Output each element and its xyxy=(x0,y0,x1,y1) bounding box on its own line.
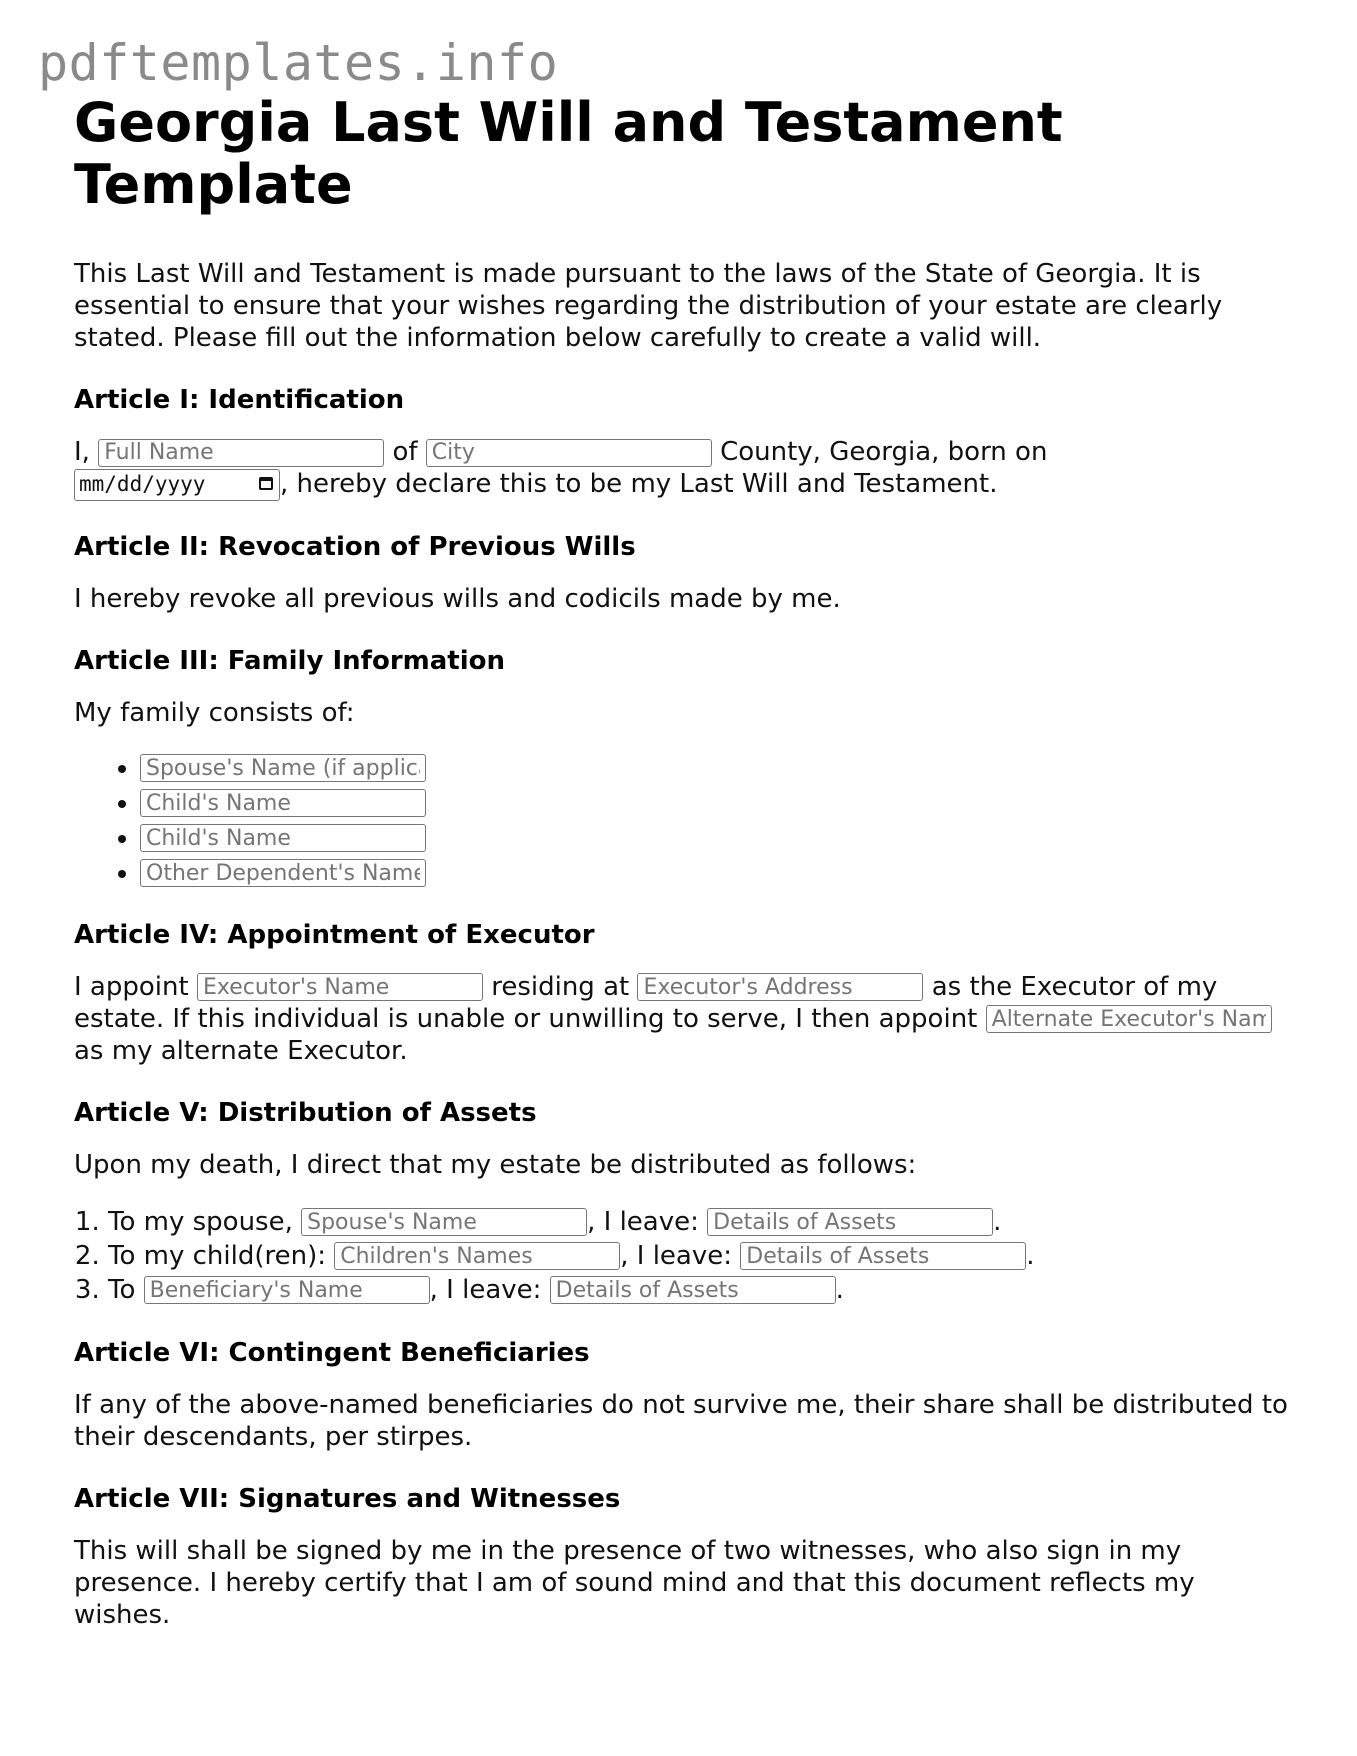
family-list-item xyxy=(140,788,1294,819)
child-name-input-2[interactable] xyxy=(140,824,426,852)
article-2-text: I hereby revoke all previous wills and codicils made by me. xyxy=(74,583,841,614)
article-3-text: My family consists of: xyxy=(74,697,355,728)
article-1-text xyxy=(74,436,1294,501)
family-list-item xyxy=(140,858,1294,889)
article-2-heading: Article II: Revocation of Previous Wills xyxy=(74,531,636,562)
distribution-end: . xyxy=(993,1206,1002,1237)
article-4-text-1: I appoint xyxy=(74,971,189,1002)
distribution-mid: , I leave: xyxy=(429,1274,542,1305)
article-7-heading: Article VII: Signatures and Witnesses xyxy=(74,1483,621,1514)
article-5-heading: Article V: Distribution of Assets xyxy=(74,1097,537,1128)
calendar-icon[interactable] xyxy=(259,477,273,490)
children-recipient-input[interactable] xyxy=(334,1242,620,1270)
alternate-executor-input[interactable] xyxy=(986,1005,1272,1033)
article-6-text: If any of the above-named beneficiaries do not survive me, their share shall be distributed to their descendants, per stirpes. xyxy=(74,1389,1288,1452)
distribution-item-3 xyxy=(108,1273,1294,1307)
article-4-heading: Article IV: Appointment of Executor xyxy=(74,919,595,950)
spouse-assets-input[interactable] xyxy=(707,1208,993,1236)
article-4-text-3: as the Executor of my estate. If this individual is unable or unwilling to serve, I then appoint xyxy=(74,971,1218,1034)
watermark: pdftemplates.info xyxy=(38,34,559,92)
article-4-text xyxy=(74,971,1294,1067)
children-assets-input[interactable] xyxy=(740,1242,1026,1270)
distribution-list xyxy=(74,1205,1294,1307)
family-list-item xyxy=(140,823,1294,854)
executor-name-input[interactable] xyxy=(197,973,483,1001)
distribution-mid: , I leave: xyxy=(587,1206,699,1237)
distribution-item-2 xyxy=(108,1239,1294,1273)
article-5-text: Upon my death, I direct that my estate be distributed as follows: xyxy=(74,1149,917,1180)
city-input[interactable] xyxy=(426,439,712,467)
distribution-prefix: To xyxy=(108,1274,136,1305)
article-1-text-3: County, Georgia, born on xyxy=(720,437,1048,467)
distribution-end: . xyxy=(835,1274,844,1305)
article-4-text-2: residing at xyxy=(491,971,630,1002)
article-4-text-4: as my alternate Executor. xyxy=(74,1035,408,1066)
article-3-heading: Article III: Family Information xyxy=(74,645,505,676)
distribution-prefix: To my spouse, xyxy=(108,1206,293,1237)
distribution-item-1 xyxy=(108,1205,1294,1239)
beneficiary-assets-input[interactable] xyxy=(550,1276,836,1304)
article-7-text: This will shall be signed by me in the presence of two witnesses, who also sign in my presence. I hereby certify that I am of sound mind and that this document reflects my wishes. xyxy=(74,1535,1195,1630)
distribution-mid: , I leave: xyxy=(620,1240,733,1271)
full-name-input[interactable] xyxy=(98,439,384,467)
child-name-input-1[interactable] xyxy=(140,789,426,817)
distribution-end: . xyxy=(1026,1240,1035,1271)
executor-address-input[interactable] xyxy=(637,973,923,1001)
article-1-text-2: of xyxy=(392,437,418,467)
family-list-item xyxy=(140,753,1294,784)
beneficiary-recipient-input[interactable] xyxy=(144,1276,430,1304)
article-1-heading: Article I: Identification xyxy=(74,385,405,415)
family-list xyxy=(74,753,1294,889)
birth-date-input[interactable] xyxy=(74,469,280,501)
page-title: Georgia Last Will and Testament Template xyxy=(74,91,1063,216)
article-1-text-1: I, xyxy=(74,437,90,467)
distribution-prefix: To my child(ren): xyxy=(108,1240,326,1271)
spouse-recipient-input[interactable] xyxy=(301,1208,587,1236)
intro-paragraph: This Last Will and Testament is made pursuant to the laws of the State of Georgia. It is essential to ensure that your wishes regarding the distribution of your estate are clearly stated. Please fill out the information below carefully to create a valid will. xyxy=(74,259,1223,353)
dependent-name-input[interactable] xyxy=(140,859,426,887)
document-body xyxy=(74,92,1294,1655)
article-6-heading: Article VI: Contingent Beneficiaries xyxy=(74,1337,590,1368)
article-1-text-4: , hereby declare this to be my Last Will and Testament. xyxy=(280,469,998,499)
date-placeholder: mm/dd/yyyy xyxy=(79,471,206,496)
spouse-name-input[interactable] xyxy=(140,754,426,782)
